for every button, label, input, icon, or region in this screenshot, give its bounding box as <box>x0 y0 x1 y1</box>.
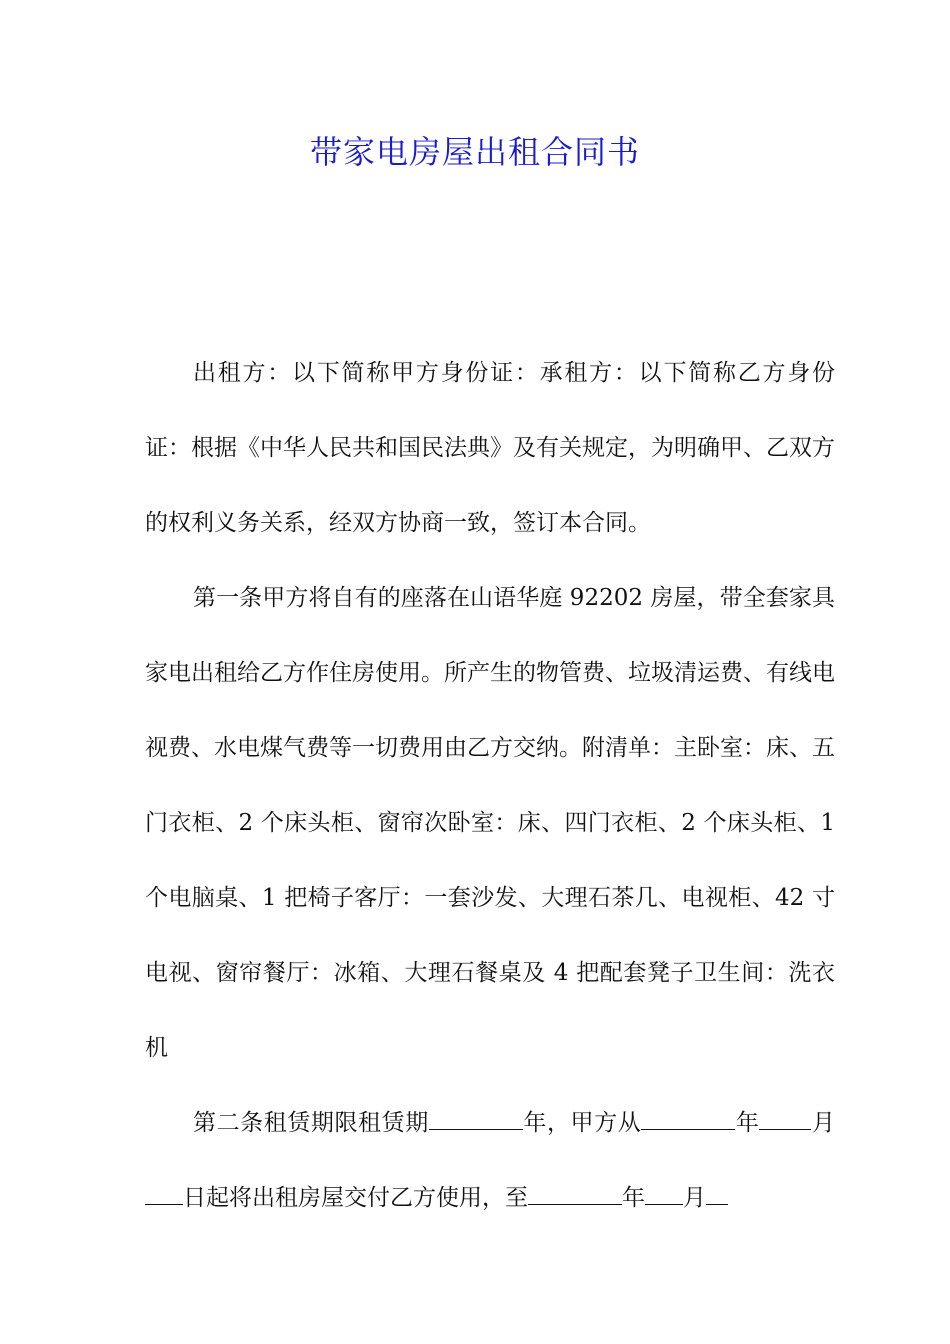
article-2-text-7: 月 <box>683 1185 706 1211</box>
paragraph-article-1: 第一条甲方将自有的座落在山语华庭 92202 房屋，带全套家具家电出租给乙方作住房使用。所产生的物管费、垃圾清运费、有线电视费、水电煤气费等一切费用由乙方交纳。附清单：主卧室：床、五门衣柜、2 个床头柜、窗帘次卧室：床、四门衣柜、2 个床头柜、1 个电脑桌、1 把椅子客厅：一套沙发、大理石茶几、电视柜、42 寸电视、窗帘餐厅：冰箱、大理石餐桌及 4 把配套凳子卫生间：洗衣机 <box>145 585 835 1061</box>
blank-start-year <box>641 1111 735 1130</box>
blank-start-month-a <box>759 1111 789 1130</box>
document-title: 带家电房屋出租合同书 <box>309 133 640 171</box>
article-2-text-3: 年 <box>735 1110 760 1136</box>
article-2-text-2: 年，甲方从 <box>522 1110 642 1136</box>
article-2-text-5: 日起将出租房屋交付乙方使用，至 <box>183 1185 528 1211</box>
blank-end-month <box>645 1186 683 1205</box>
blank-end-year <box>528 1186 622 1205</box>
document-body <box>145 336 835 1236</box>
blank-start-month-b <box>789 1111 811 1130</box>
blank-lease-years <box>429 1111 523 1130</box>
article-2-text-1: 第二条租赁期限租赁期 <box>193 1110 429 1136</box>
blank-end-day <box>706 1186 728 1205</box>
paragraph-article-2 <box>145 1086 835 1236</box>
paragraph-parties: 出租方：以下简称甲方身份证：承租方：以下简称乙方身份证：根据《中华人民共和国民法典》及有关规定，为明确甲、乙双方的权利义务关系，经双方协商一致，签订本合同。 <box>145 360 835 536</box>
blank-start-day <box>145 1186 183 1205</box>
article-2-text-4: 月 <box>811 1110 836 1136</box>
article-2-text-6: 年 <box>622 1185 645 1211</box>
